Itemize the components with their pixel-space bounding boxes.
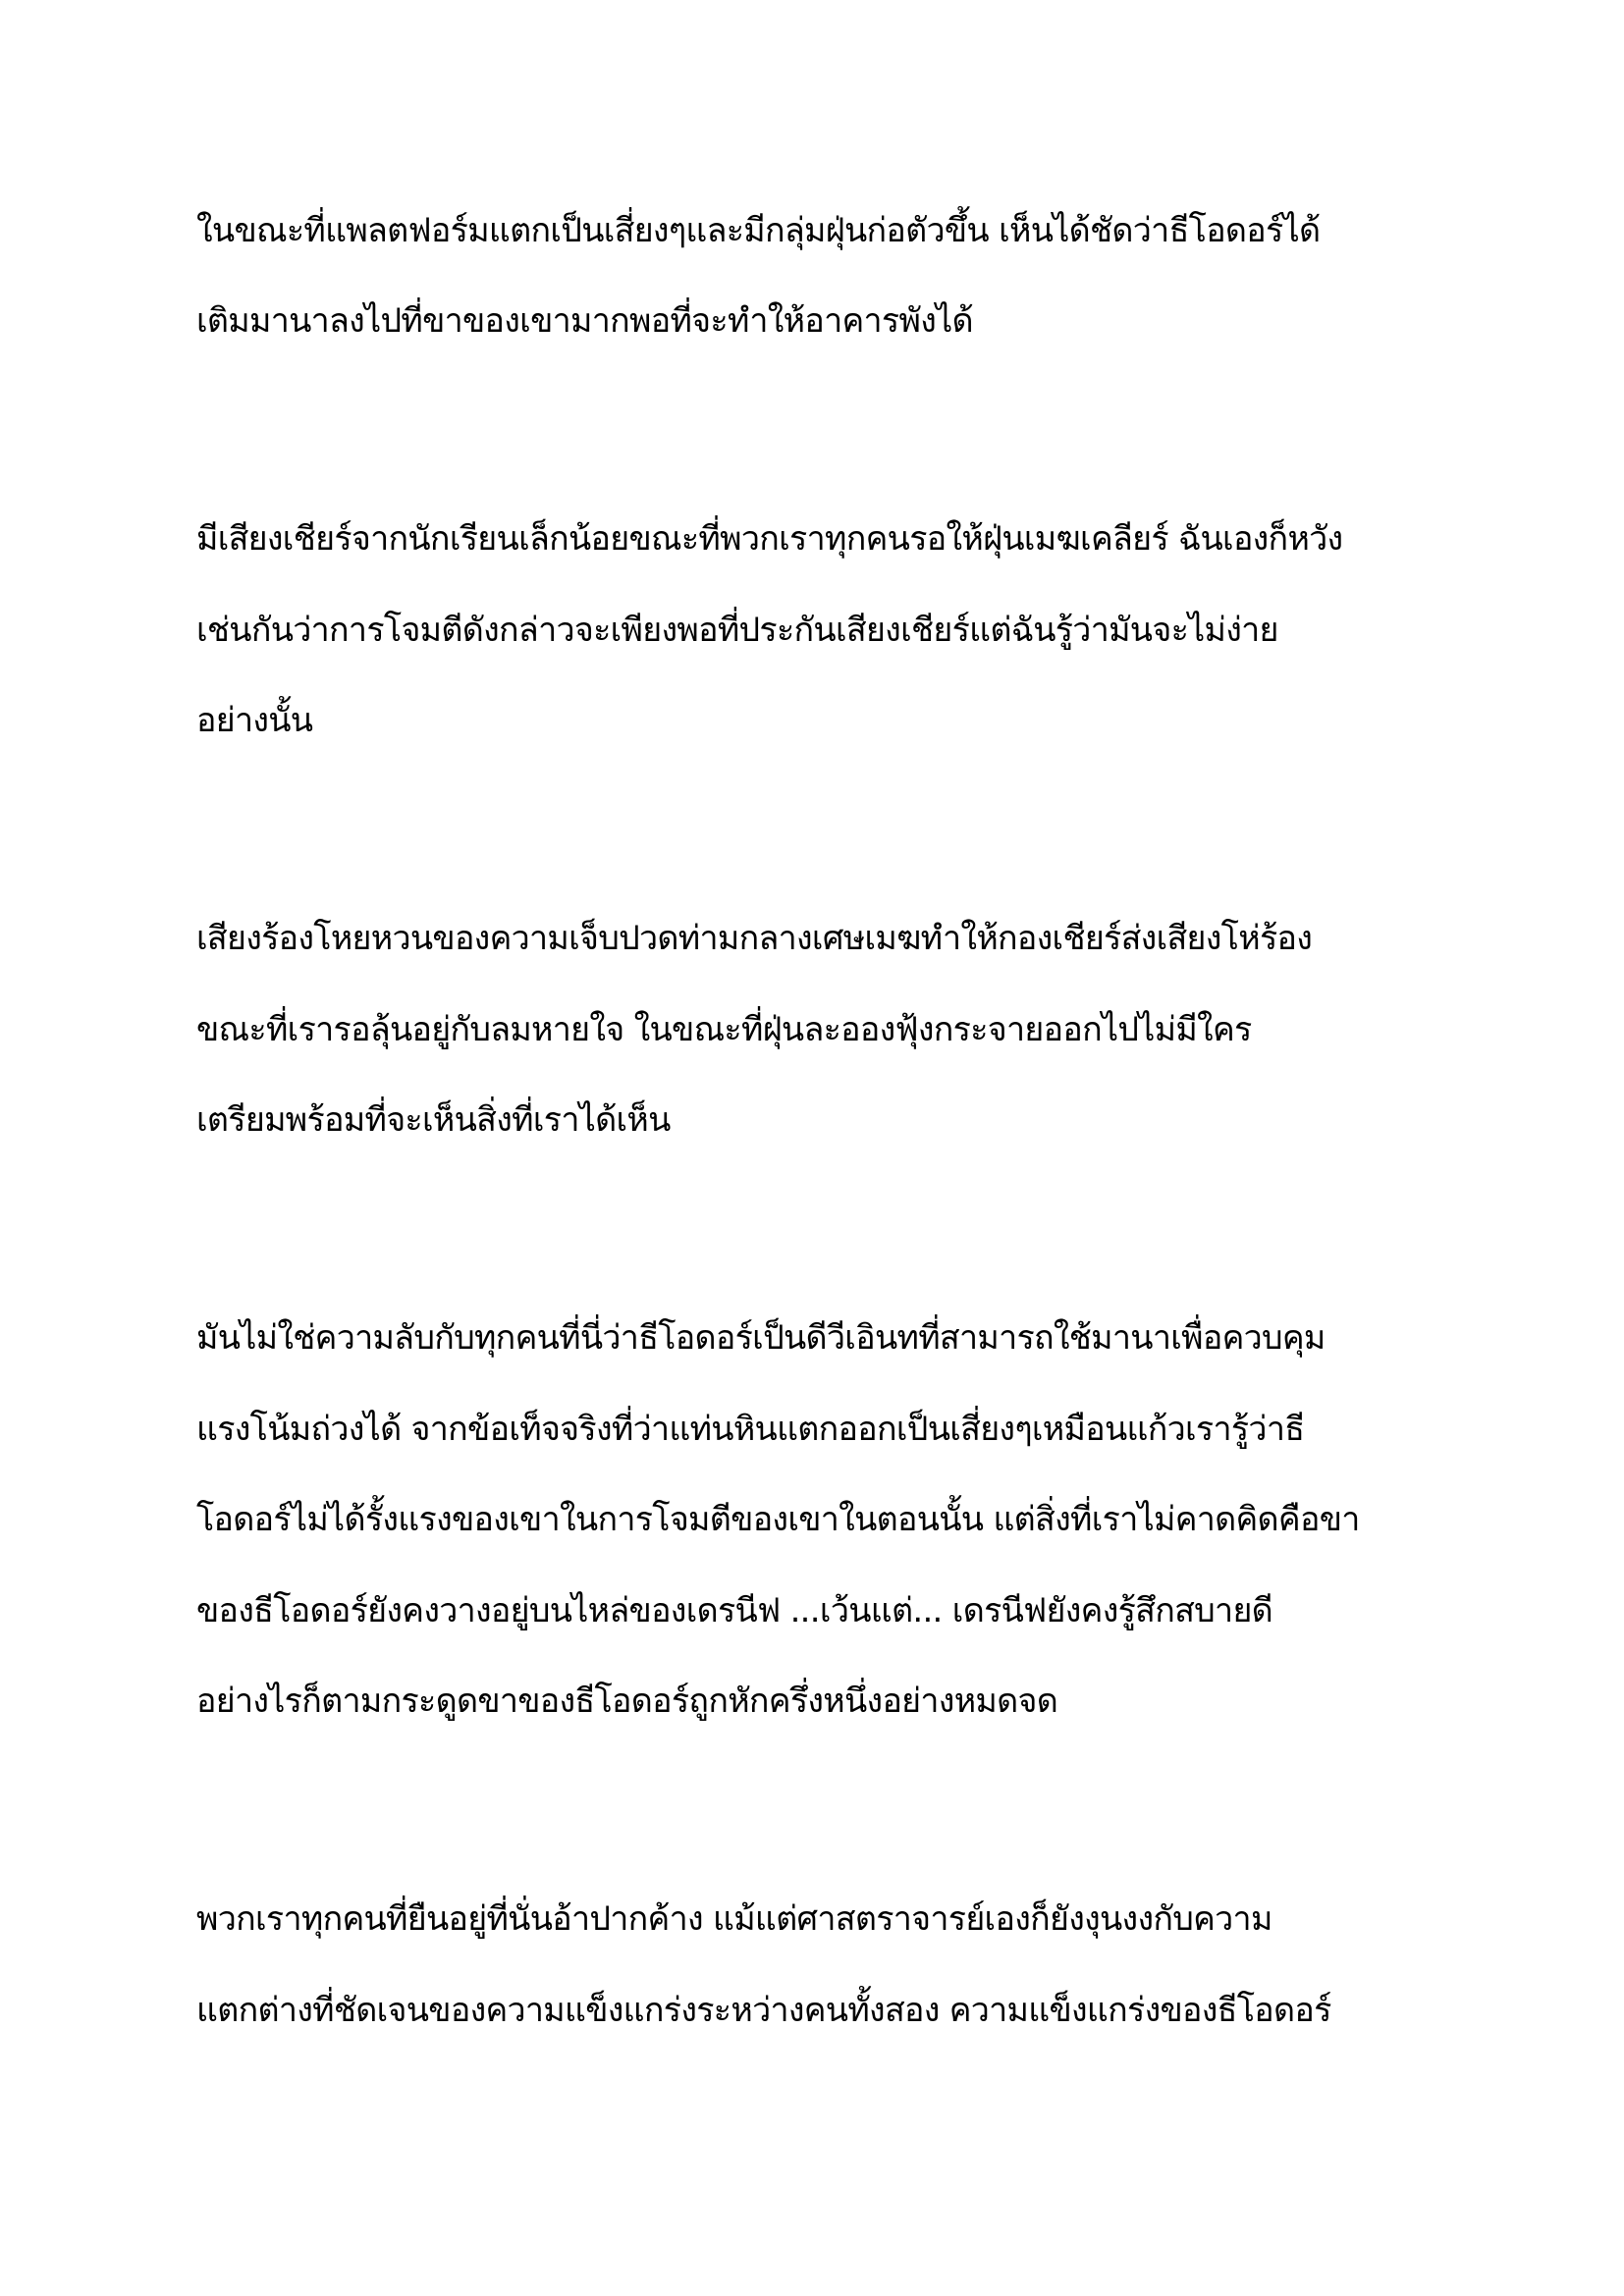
text-line: เสียงร้องโหยหวนของความเจ็บปวดท่ามกลางเศษเมฆทำให้กองเชียร์ส่งเสียงโห่ร้อง (196, 919, 1313, 958)
text-line: พวกเราทุกคนที่ยืนอยู่ที่นั่นอ้าปากค้าง แม้แต่ศาสตราจารย์เองก็ยังงุนงงกับความ (196, 1899, 1272, 1939)
text-line: โอดอร์ไม่ได้รั้งแรงของเขาในการโจมตีของเขาในตอนนั้น แต่สิ่งที่เราไม่คาดคิดคือขา (196, 1500, 1360, 1539)
text-line: ในขณะที่แพลตฟอร์มแตกเป็นเสี่ยงๆและมีกลุ่มฝุ่นก่อตัวขึ้น เห็นได้ชัดว่าธีโอดอร์ได้ (196, 211, 1321, 250)
text-line: เติมมานาลงไปที่ขาของเขามากพอที่จะทำให้อาคารพังได้ (196, 301, 973, 341)
text-line: มีเสียงเชียร์จากนักเรียนเล็กน้อยขณะที่พวกเราทุกคนรอให้ฝุ่นเมฆเคลียร์ ฉันเองก็หวัง (196, 519, 1343, 559)
text-line: เตรียมพร้อมที่จะเห็นสิ่งที่เราได้เห็น (196, 1100, 671, 1140)
text-line: เช่นกันว่าการโจมตีดังกล่าวจะเพียงพอที่ประกันเสียงเชียร์แต่ฉันรู้ว่ามันจะไม่ง่าย (196, 611, 1278, 650)
text-line: อย่างนั้น (196, 701, 313, 740)
text-line: อย่างไรก็ตามกระดูดขาของธีโอดอร์ถูกหักครึ่งหนึ่งอย่างหมดจด (196, 1682, 1058, 1721)
text-line: ขณะที่เรารอลุ้นอยู่กับลมหายใจ ในขณะที่ฝุ่นละอองฟุ้งกระจายออกไปไม่มีใคร (196, 1010, 1252, 1049)
text-line: มันไม่ใช่ความลับกับทุกคนที่นี่ว่าธีโอดอร์เป็นดีวีเอินทที่สามารถใช้มานาเพื่อควบคุม (196, 1318, 1326, 1358)
text-line: ของธีโอดอร์ยังคงวางอยู่บนไหล่ของเดรนีฟ ...เว้นแต่... เดรนีฟยังคงรู้สึกสบายดี (196, 1591, 1273, 1630)
text-line: แรงโน้มถ่วงได้ จากข้อเท็จจริงที่ว่าแท่นหินแตกออกเป็นเสี่ยงๆเหมือนแก้วเรารู้ว่าธี (196, 1410, 1305, 1449)
text-line: แตกต่างที่ชัดเจนของความแข็งแกร่งระหว่างคนทั้งสอง ความแข็งแกร่งของธีโอดอร์ (196, 1991, 1331, 2030)
